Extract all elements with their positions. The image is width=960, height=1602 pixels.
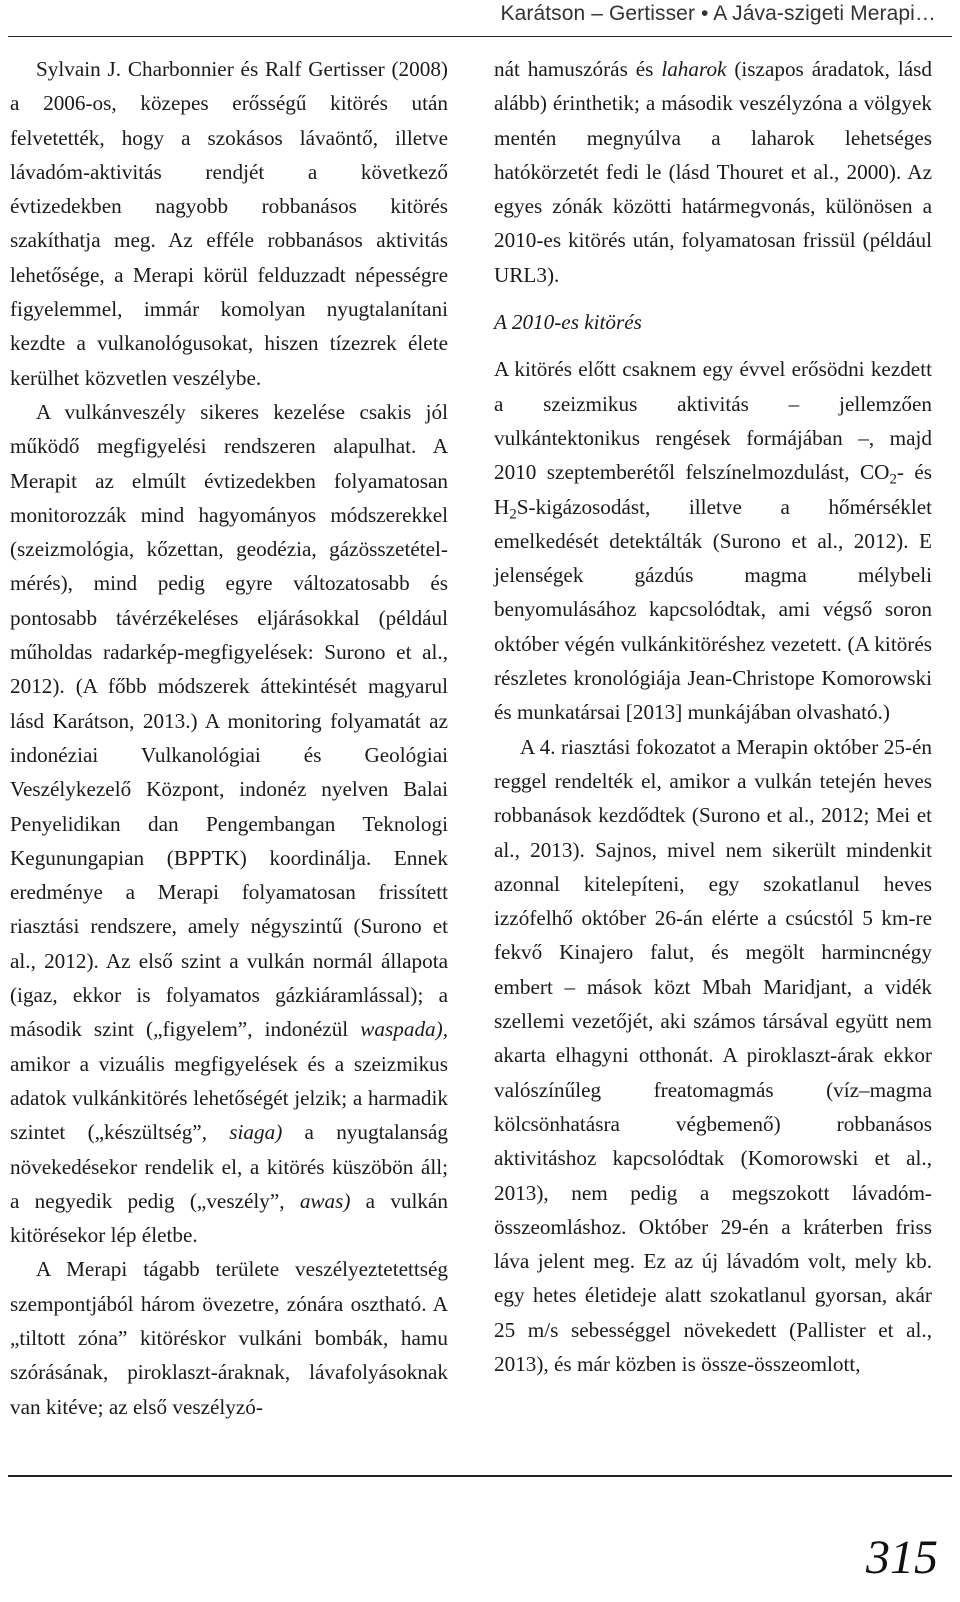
paragraph: nát hamuszórás és laharok (iszapos áradatok, lásd alább) érinthetik; a második veszélyzóna a völgyek mentén megnyúlva a laharok lehetséges hatókörzetét fedi le (lásd Thouret et al., 2000). Az egyes zónák közötti határmegvonás, különösen a 2010-es kitörés után, folyamatosan frissül (például URL3). — [494, 57, 932, 287]
left-column — [10, 52, 448, 1424]
paragraph: A 4. riasztási fokozatot a Merapin október 25-én reggel rendelték el, amikor a vulkán tetején heves robbanások kezdődtek (Surono et al., 2012; Mei et al., 2013). Sajnos, mivel nem sikerült mindenkit azonnal kitelepíteni, egy szokatlanul heves izzófelhő október 26-án elérte a csúcstól 5 km-re fekvő Kinajero falut, és megölt harmincnégy embert – mások közt Mbah Maridjant, a vidék szellemi vezetőjét, aki számos társával együtt nem akarta elhagyni otthonát. A piroklaszt-árak ekkor valószínűleg freatomagmás (víz–magma kölcsönhatásra végbemenő) robbanásos aktivitáshoz kapcsolódtak (Komorowski et al., 2013), nem pedig a megszokott lávadóm-összeomláshoz. Október 29-én a kráterben friss láva jelent meg. Ez az új lávadóm volt, mely kb. egy hetes életideje alatt szokatlanul gyorsan, akár 25 m/s sebességgel növekedett (Pallister et al., 2013), és már közben is össze-összeomlott, — [494, 734, 932, 1376]
right-column — [494, 52, 932, 1381]
section-heading: A 2010-es kitörés — [494, 310, 642, 335]
paragraph: A kitörés előtt csaknem egy évvel erősödni kezdett a szeizmikus aktivitás – jellemzően vulkántektonikus rengések formájában –, majd 2010 szeptemberétől felszínelmozdulást, $CO_2-$ és $H_2S$-kigázosodást, illetve a hőmérséklet emelkedését detektálták (Surono et al., 2012). E jelenségek gázdús magma mélybeli benyomulásához kapcsolódtak, ami végső soron október végén vulkánkitöréshez vezetett. (A kitörés részletes kronológiája Jean-Christope Komorowski és munkatársai [2013] munkájában olvasható.) — [494, 357, 932, 725]
paragraph: Sylvain J. Charbonnier és Ralf Gertisser (2008) a 2006-os, közepes erősségű kitörés után felvetették, hogy a szokásos lávaöntő, illetve lávadóm-aktivitás rendjét a következő évtizedekben nagyobb robbanásos kitörés szakíthatja meg. Az efféle robbanásos aktivitás lehetősége, a Merapi körül felduzzadt népességre figyelemmel, immár komolyan nyugtalanítani kezdte a vulkanológusokat, hiszen tízezrek élete kerülhet közvetlen veszélybe. — [10, 57, 448, 390]
running-head: Karátson – Gertisser • A Jáva-szigeti Merapi… — [500, 2, 936, 25]
top-rule — [8, 36, 952, 37]
bottom-rule — [8, 1475, 952, 1477]
paragraph: A vulkánveszély sikeres kezelése csakis jól működő megfigyelési rendszeren alapulhat. A Merapit az elmúlt évtizedekben folyamatosan monitorozzák mind hagyományos módszerekkel (szeizmológia, kőzettan, geodézia, gázösszetétel-mérés), mind pedig egyre változatosabb és pontosabb távérzékeléses eljárásokkal (például műholdas radarkép-megfigyelések: Surono et al., 2012). (A főbb módszerek áttekintését magyarul lásd Karátson, 2013.) A monitoring folyamatát az indonéziai Vulkanológiai és Geológiai Veszélykezelő Központ, indonéz nyelven Balai Penyelidikan dan Pengembangan Teknologi Kegunungapian (BPPTK) koordinálja. Ennek eredménye a Merapi folyamatosan frissített riasztási rendszere, amely négyszintű (Surono et al., 2012). Az első szint a vulkán normál állapota (igaz, ekkor is folyamatos gázkiáramlással); a második szint („figyelem”, indonézül waspada), amikor a vizuális megfigyelések és a szeizmikus adatok vulkánkitörés lehetőségét jelzik; a harmadik szintet („készültség”, siaga) a nyugtalanság növekedésekor rendelik el, a kitörés küszöbön áll; a negyedik pedig („veszély”, awas) a vulkán kitörésekor lép életbe. — [10, 399, 448, 1248]
paragraph: A Merapi tágabb területe veszélyeztetettség szempontjából három övezetre, zónára osztható. A „tiltott zóna” kitöréskor vulkáni bombák, hamu szórásának, piroklaszt-áraknak, lávafolyásoknak van kitéve; az első veszélyzó- — [10, 1257, 448, 1419]
page-number: 315 — [866, 1531, 938, 1584]
